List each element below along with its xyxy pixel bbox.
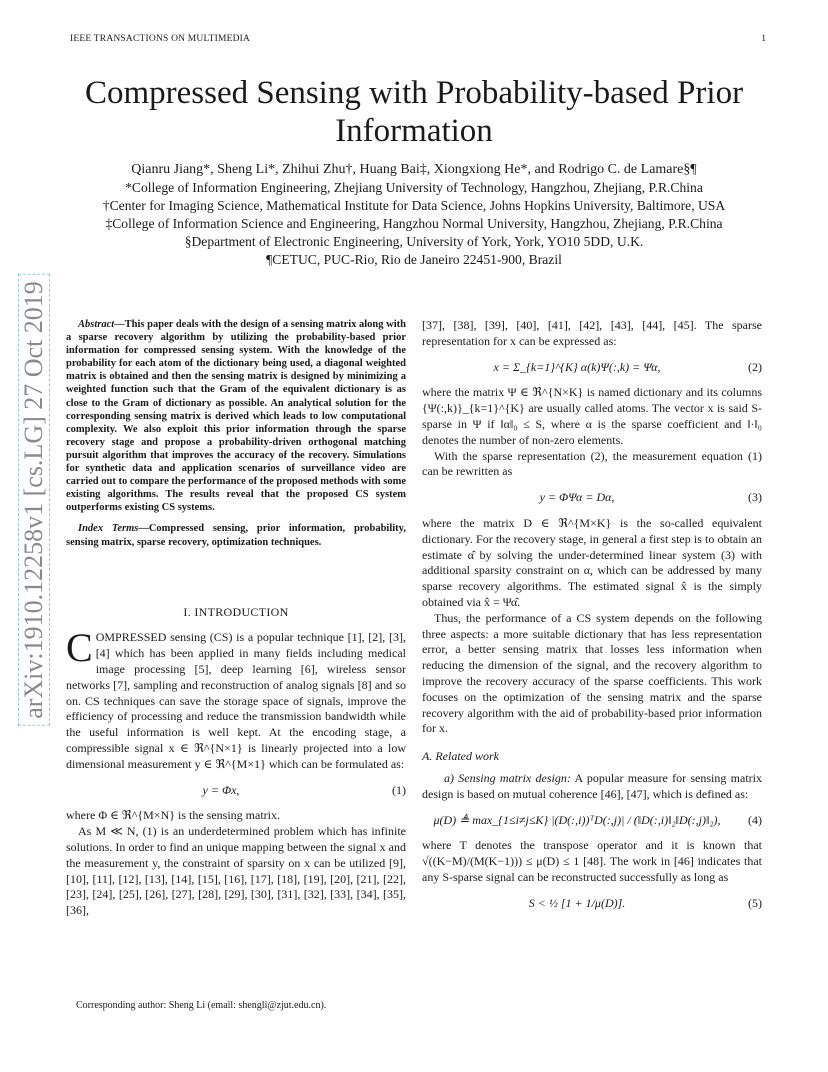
dropcap: C bbox=[66, 625, 93, 671]
equation-3-body: y = ΦΨα = Dα, bbox=[539, 490, 615, 505]
equation-3-number: (3) bbox=[748, 490, 762, 505]
author-list: Qianru Jiang*, Sheng Li*, Zhihui Zhu†, Huang Bai‡, Xiongxiong He*, and Rodrigo C. de Lamare§¶ bbox=[131, 162, 697, 177]
right-column bbox=[422, 318, 762, 922]
equation-5-number: (5) bbox=[748, 895, 762, 910]
right-paragraph-6 bbox=[422, 771, 762, 803]
equation-1-body: y = Φx, bbox=[202, 782, 240, 797]
equation-1 bbox=[66, 783, 406, 799]
right-paragraph-4: where the matrix D ∈ ℜ^{M×K} is the so-called equivalent dictionary. For the recovery stage, in general a first step is to obtain an estimate α̂ by solving the under-determined linear system (3) with additional sparsity constraint on α, which can be addressed by many sparse recovery algorithms. The estimated signal x̂ is the simply obtained via x̂ = Ψα̂. bbox=[422, 515, 762, 609]
equation-4-number: (4) bbox=[748, 812, 762, 827]
section-heading-introduction: I. INTRODUCTION bbox=[183, 604, 289, 619]
corresponding-author-footnote: Corresponding author: Sheng Li (email: shengli@zjut.edu.cn). bbox=[76, 1000, 327, 1011]
intro-paragraph-1-text: OMPRESSED sensing (CS) is a popular technique [1], [2], [3], [4] which has been applied in many fields including medical image processing [5], deep learning [6], wireless sensor networks [7], sampling and reconstruction of analog signals [8] and so on. CS techniques can save the storage space of signals, improve the efficiency of processing and reduce the transmission bandwidth while the useful information is well kept. At the encoding stage, a compressible signal x ∈ ℜ^{N×1} is linearly projected into a low dimensional measurement y ∈ ℜ^{M×1} which can be formulated as: bbox=[66, 630, 406, 771]
subsection-related-work: A. Related work bbox=[422, 749, 499, 764]
right-paragraph-6-text: A popular measure for sensing matrix design is based on mutual coherence [46], [47], which is defined as: bbox=[422, 770, 762, 801]
page-number: 1 bbox=[761, 34, 766, 44]
intro-paragraph-2: where Φ ∈ ℜ^{M×N} is the sensing matrix. bbox=[66, 808, 280, 823]
intro-paragraph-3: As M ≪ N, (1) is an underdetermined problem which has infinite solutions. In order to find an unique mapping between the signal x and the measurement y, the constraint of sparsity on x can be utilized [9], [10], [11], [12], [13], [14], [15], [16], [17], [18], [19], [20], [21], [22], [23], [24], [25], [26], [27], [28], [29], [30], [31], [32], [33], [34], [35], [36], bbox=[66, 824, 406, 918]
left-column bbox=[66, 318, 406, 919]
intro-paragraph-1 bbox=[66, 625, 406, 772]
arxiv-sidebar bbox=[6, 250, 62, 750]
right-paragraph-3: With the sparse representation (2), the measurement equation (1) can be rewritten as bbox=[422, 448, 762, 479]
equation-2-number: (2) bbox=[748, 359, 762, 374]
affiliation-2: †Center for Imaging Science, Mathematical Institute for Data Science, Johns Hopkins University, Baltimore, USA bbox=[102, 198, 726, 213]
author-block bbox=[40, 161, 788, 269]
affiliation-3: ‡College of Information Science and Engineering, Hangzhou Normal University, Hangzhou, Zhejiang, P.R.China bbox=[105, 216, 723, 231]
abstract-lead: Abstract bbox=[78, 319, 115, 330]
equation-2-body: x = Σ_{k=1}^{K} α(k)Ψ(:,k) = Ψα, bbox=[493, 359, 661, 374]
right-paragraph-7: where T denotes the transpose operator and it is known that √((K−M)/(M(K−1))) ≤ μ(D) ≤ 1 [48]. The work in [46] indicates that any S-sparse signal can be reconstructed successfully as long as bbox=[422, 838, 762, 884]
index-terms-lead: Index Terms bbox=[78, 523, 139, 535]
journal-header: IEEE TRANSACTIONS ON MULTIMEDIA bbox=[70, 34, 251, 44]
equation-2 bbox=[422, 360, 762, 376]
abstract-text: —This paper deals with the design of a sensing matrix along with a sparse recovery algorithm by utilizing the probability-based prior information for compressed sensing system. With the knowledge of the probability for each atom of the dictionary being used, a diagonal weighted matrix is obtained and then the sensing matrix is designed by minimizing a weighted function such that the Gram of the equivalent dictionary is as close to the Gram of dictionary as possible. An analytical solution for the corresponding sensing matrix is derived which leads to low computational complexity. We also exploit this prior information through the sparse recovery stage and propose a probability-driven orthogonal matching pursuit algorithm that improves the accuracy of the recovery. Simulations for synthetic data and application scenarios of surveillance video are carried out to compare the performance of the proposed methods with some existing algorithms. The results reveal that the proposed CS system outperforms existing CS systems. bbox=[66, 319, 406, 514]
equation-4-body: μ(D) ≜ max_{1≤i≠j≤K} |(D(:,i))ᵀD(:,j)| / (‖D(:,i)‖₂‖D(:,j)‖₂), bbox=[433, 812, 721, 827]
equation-5 bbox=[422, 896, 762, 912]
subsubsection-lead: a) Sensing matrix design: bbox=[444, 770, 571, 785]
equation-4 bbox=[422, 813, 762, 829]
affiliation-1: *College of Information Engineering, Zhejiang University of Technology, Hangzhou, Zhejiang, P.R.China bbox=[125, 180, 703, 195]
right-paragraph-1: [37], [38], [39], [40], [41], [42], [43], [44], [45]. The sparse representation for x can be expressed as: bbox=[422, 318, 762, 348]
affiliation-5: ¶CETUC, PUC-Rio, Rio de Janeiro 22451-900, Brazil bbox=[266, 252, 562, 267]
equation-1-number: (1) bbox=[392, 782, 406, 797]
right-paragraph-2: where the matrix Ψ ∈ ℜ^{N×K} is named dictionary and its columns {Ψ(:,k)}_{k=1}^{K} are usually called atoms. The vector x is said S-sparse in Ψ if ‖α‖₀ ≤ S, where α is the sparse coefficient and ‖·‖₀ denotes the number of non-zero elements. bbox=[422, 385, 762, 447]
index-terms-text: —Compressed sensing, prior information, probability, sensing matrix, sparse recovery, optimization techniques. bbox=[66, 523, 406, 548]
arxiv-identifier[interactable]: arXiv:1910.12258v1 [cs.LG] 27 Oct 2019 bbox=[18, 274, 50, 726]
equation-5-body: S < ½ [1 + 1/μ(D)]. bbox=[528, 895, 626, 910]
right-paragraph-5: Thus, the performance of a CS system depends on the following three aspects: a more suitable dictionary that has less representation error, a better sensing matrix that losses less information when reducing the dimension of the signal, and the recovery algorithm to improve the recovery accuracy of the sparse coefficients. This work focuses on the optimization of the sensing matrix and the sparse recovery algorithm with the aid of probability-based prior information for x. bbox=[422, 610, 762, 736]
paper-title: Compressed Sensing with Probability-based Prior Information bbox=[84, 75, 744, 149]
abstract bbox=[66, 318, 406, 514]
equation-3 bbox=[422, 490, 762, 506]
affiliation-4: §Department of Electronic Engineering, University of York, York, YO10 5DD, U.K. bbox=[184, 234, 644, 249]
index-terms bbox=[66, 522, 406, 548]
